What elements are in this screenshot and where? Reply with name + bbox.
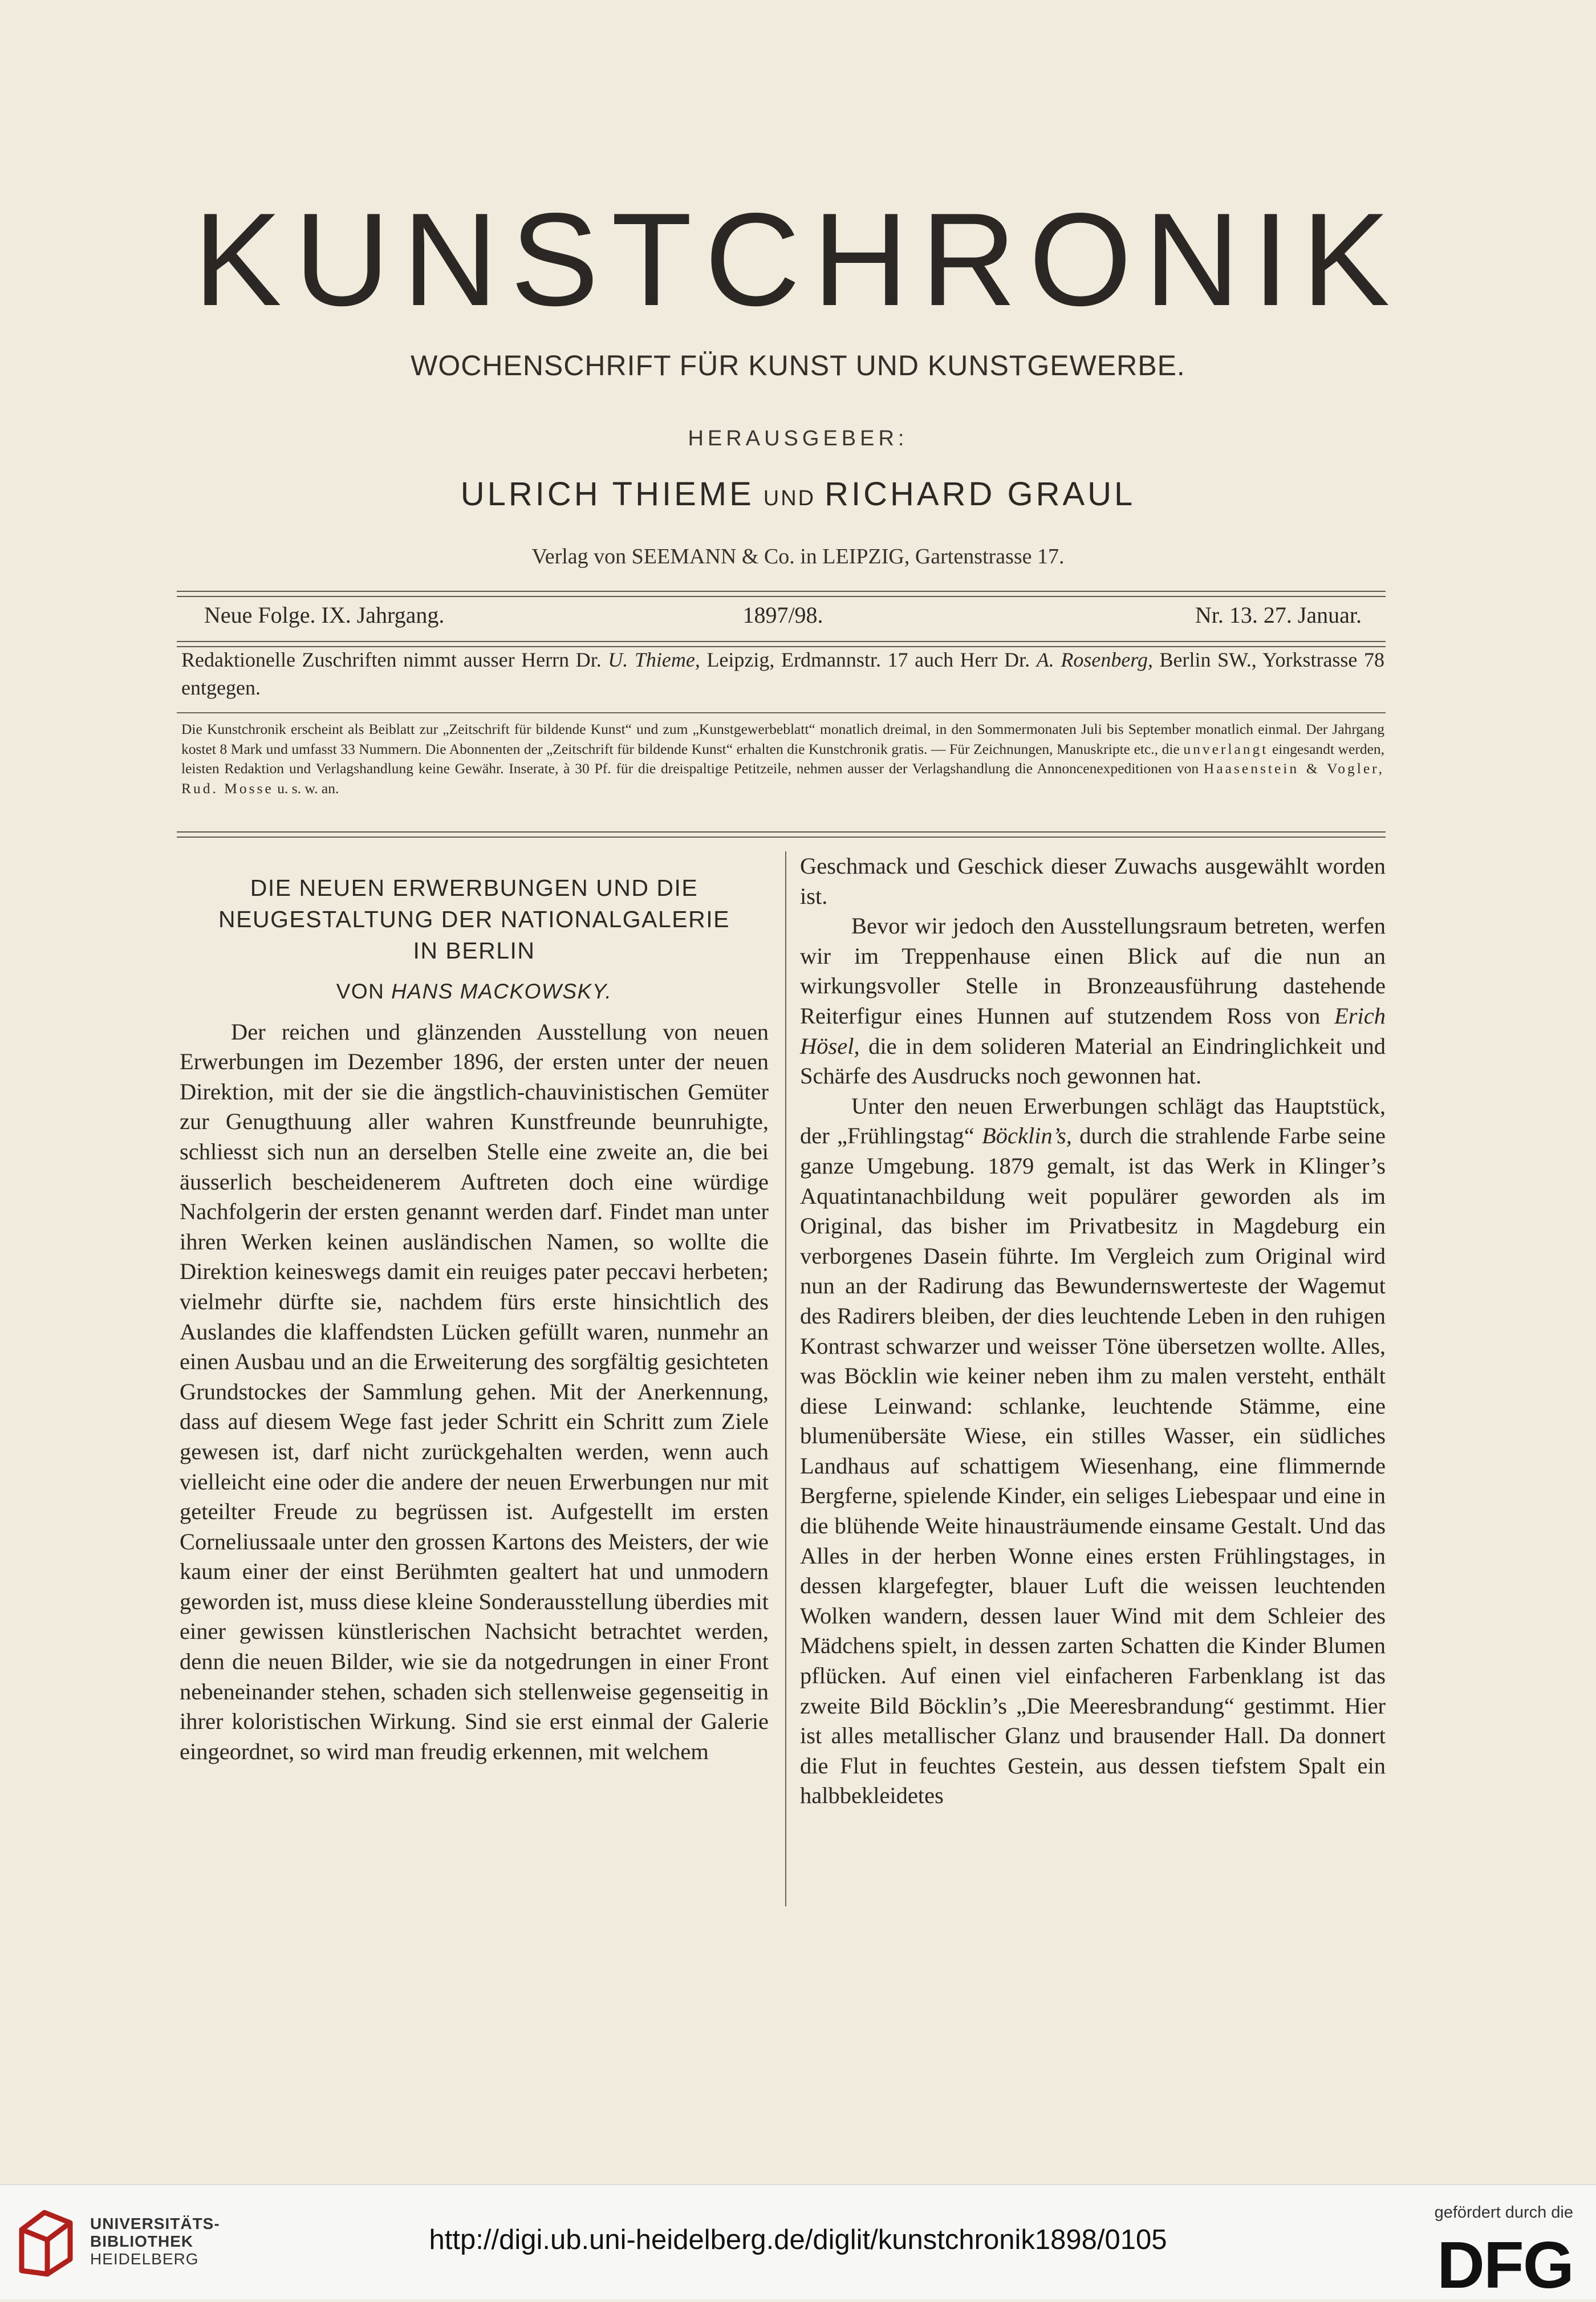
issue-series: Neue Folge. IX. Jahrgang. — [204, 602, 445, 628]
column-left — [180, 872, 769, 1767]
paragraph: Bevor wir jedoch den Ausstellungsraum betreten, werfen wir im Treppenhause einen Blick auf die nun an wirkungsvoller Stelle in Bronzeausführung dastehende Reiterfigur eines Hunnen auf stutzendem Ross von Erich Hösel, die in dem solideren Material an Eindringlichkeit und Schärfe des Ausdrucks noch gewonnen hat. — [800, 913, 1386, 1089]
university-library-name: UNIVERSITÄTS- BIBLIOTHEK HEIDELBERG — [90, 2215, 220, 2268]
viewer-footer — [0, 2184, 1596, 2302]
editor-1: ULRICH THIEME — [460, 476, 754, 513]
rule-bottom — [177, 831, 1386, 838]
article-title: DIE NEUEN ERWERBUNGEN UND DIE NEUGESTALTUNG DER NATIONALGALERIE IN BERLIN — [218, 875, 730, 964]
editor-label: HERAUSGEBER: — [688, 427, 908, 450]
funding-label: gefördert durch die — [1434, 2203, 1573, 2222]
editor-2: RICHARD GRAUL — [825, 476, 1136, 513]
editorial-address: Redaktionelle Zuschriften nimmt ausser Herrn Dr. U. Thieme, Leipzig, Erdmannstr. 17 auch Herr Dr. A. Rosenberg, Berlin SW., Yorkstrasse 78 entgegen. — [181, 648, 1384, 699]
subscription-notice: Die Kunstchronik erscheint als Beiblatt zur „Zeitschrift für bildende Kunst“ und zum „Kunstgewerbeblatt“ monatlich dreimal, in den Sommermonaten Juli bis September monatlich einmal. Der Jahrgang kostet 8 Mark und umfasst 33 Nummern. Die Abonnenten der „Zeitschrift für bildende Kunst“ erhalten die Kunstchronik gratis. — Für Zeichnungen, Manuskripte etc., die unverlangt eingesandt werden, leisten Redaktion und Verlagshandlung keine Gewähr. Inserate, à 30 Pf. für die dreispaltige Petitzeile, nehmen ausser der Verlagshandlung die Annoncenexpeditionen von Haasenstein & Vogler, Rud. Mosse u. s. w. an. — [181, 721, 1385, 797]
paragraph: Geschmack und Geschick dieser Zuwachs ausgewählt worden ist. — [800, 853, 1386, 909]
editor-and: UND — [763, 486, 816, 510]
journal-subtitle: WOCHENSCHRIFT FÜR KUNST UND KUNSTGEWERBE. — [411, 350, 1185, 381]
editor-name-rosenberg: A. Rosenberg, — [1036, 648, 1153, 671]
document-url-link[interactable]: http://digi.ub.uni-heidelberg.de/diglit/kunstchronik1898/0105 — [429, 2224, 1167, 2255]
paragraph: Unter den neuen Erwerbungen schlägt das Hauptstück, der „Frühlingstag“ Böcklin’s, durch die strahlende Farbe seine ganze Umgebung. 1879 gemalt, ist das Werk in Klinger’s Aquatintanachbildung weit populärer geworden als im Original, das bisher im Privatbesitz in Magdeburg ein verborgenes Dasein führte. Im Vergleich zum Original wird nun an der Radirung das Bewundernswerteste der Wagemut des Radirers bleiben, der dies leuchtende Leben in den ruhigen Kontrast schwarzer und weisser Töne übersetzen wollte. Alles, was Böcklin wie keiner neben ihm zu malen versteht, enthält diese Leinwand: schlanke, leuchtende Stämme, eine blumenübersäte Wiese, ein stilles Wasser, ein südliches Landhaus auf schattigem Wiesenhang, eine flimmernde Bergferne, spielende Kinder, ein seliges Liebespaar und eine in die blühende Weite hinausträumende einsame Gestalt. Und das Alles in der herben Wonne eines ersten Frühlingstages, in dessen klargefegter, blauer Luft die weissen leuchtenden Wolken wandern, dessen lauer Wind mit dem Schleier des Mädchens spielt, in dessen zarten Schatten die Kinder Blumen pflücken. Auf einen viel einfacheren Farbenklang ist das zweite Bild Böcklin’s „Die Meeresbrandung“ gestimmt. Hier ist alles metallischer Glanz und brausender Hall. Da donnert die Flut in feuchtes Gestein, aus dessen tiefstem Spalt ein halbbekleidetes — [800, 1093, 1386, 1809]
article-author: VON HANS MACKOWSKY. — [336, 980, 612, 1003]
editor-name-thieme: U. Thieme, — [608, 648, 700, 671]
artist-name-hoesel: Erich Hösel, — [800, 1002, 1386, 1059]
paragraph: Der reichen und glänzenden Ausstellung von neuen Erwerbungen im Dezember 1896, der ersten unter der neuen Direktion, mit der sie die ängstlich-chauvinistischen Gemüter zur Genugthuung aller wahren Kunstfreunde beunruhigte, schliesst sich nun an derselben Stelle eine zweite an, die bei äusserlich bescheidenerem Auftreten doch eine würdige Nachfolgerin der ersten genannt werden darf. Findet man unter ihren Werken keinen ausländischen Namen, so wollte die Direktion keineswegs damit ein reuiges pater peccavi herbeten; vielmehr dürfte sie, nachdem fürs erste hinsichtlich des Auslandes die klaffendsten Lücken gefüllt waren, nunmehr an einen Ausbau und an die Erweiterung des sorgfältig gesichteten Grundstockes der Sammlung gehen. Mit der Anerkennung, dass auf diesem Wege fast jeder Schritt ein Schritt zum Ziele gewesen ist, darf nicht zurückgehalten werden, wenn auch vielleicht eine oder die andere der neuen Erwerbungen nur mit geteilter Freude zu begrüssen ist. Aufgestellt im ersten Corneliussaale unter den grossen Kartons des Meisters, der wie kaum einer der einst Berühmten gealtert hat und unmodern geworden ist, muss diese kleine Sonderausstellung überdies mit einer gewissen künstlerischen Nachsicht betrachtet werden, denn die neuen Bilder, wie sie da notgedrungen in einer Front nebeneinander stehen, schaden sich stellenweise gegenseitig in ihrer koloristischen Wirkung. Sind sie erst einmal der Galerie eingeordnet, so wird man freudig erkennen, mit welchem — [180, 1018, 769, 1764]
artist-name-boecklin: Böcklin’s, — [982, 1123, 1072, 1149]
column-right — [800, 851, 1386, 1811]
column-divider — [785, 851, 786, 1906]
dfg-logo: DFG — [1437, 2228, 1573, 2302]
rule-notice-top — [177, 712, 1386, 713]
rule-top — [177, 591, 1386, 597]
masthead — [0, 186, 1596, 569]
editors — [0, 475, 1596, 513]
issue-year: 1897/98. — [742, 602, 823, 628]
publisher: Verlag von SEEMANN & Co. in LEIPZIG, Gartenstrasse 17. — [531, 545, 1065, 569]
issue-line — [204, 602, 1362, 628]
issue-number: Nr. 13. 27. Januar. — [1195, 602, 1362, 628]
journal-title: KUNSTCHRONIK — [193, 186, 1403, 334]
